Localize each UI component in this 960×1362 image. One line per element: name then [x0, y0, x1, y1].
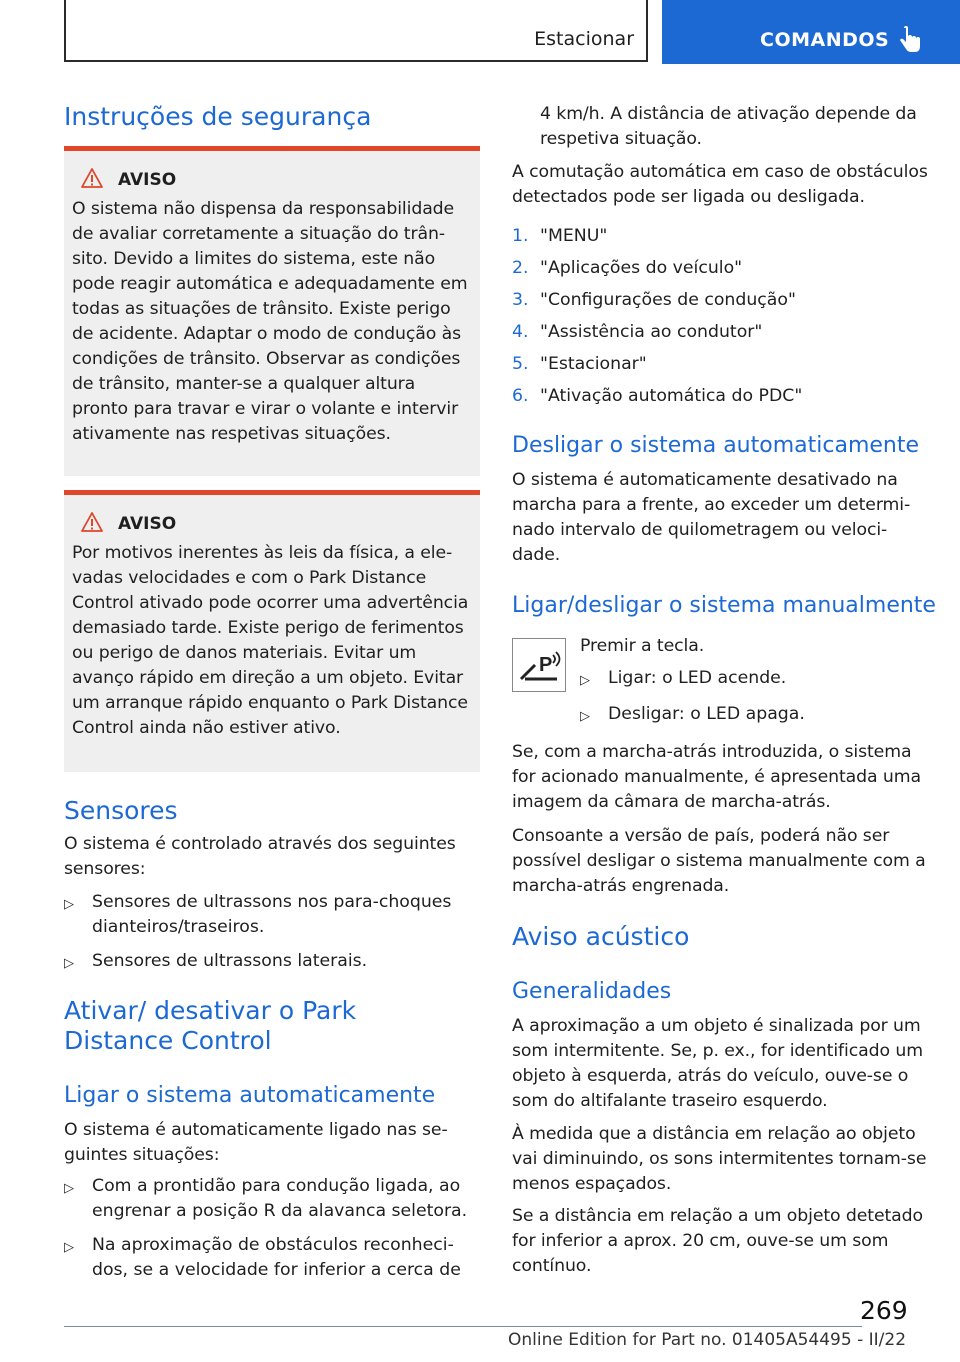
comut-text: A comutação automática em caso de obstáculos detectados pode ser ligada ou desligada. — [512, 162, 928, 207]
general-text: Se a distância em relação a um objeto detetado for inferior a aprox. 20 cm, ouve-se um som contínuo. — [512, 1206, 924, 1276]
auto-off-heading: Desligar o sistema automaticamente — [512, 433, 920, 458]
safety-heading: Instruções de segurança — [64, 102, 372, 131]
auto-on-list — [64, 1174, 480, 1283]
warning-triangle-icon — [80, 167, 104, 189]
warning-box — [64, 146, 480, 476]
list-item: ▷ Desligar: o LED apaga. — [580, 704, 805, 724]
list-item: ▷ Sensores de ultrassons nos para-choques dianteiros/traseiros. — [64, 892, 452, 937]
step-item: 2. "Aplicações do veículo" — [512, 258, 743, 278]
chapter-label: COMANDOS — [760, 29, 890, 51]
auto-on-heading: Ligar o sistema automaticamente — [64, 1083, 436, 1108]
reverse-text: Se, com a marcha-atrás introduzida, o sistema for acionado manualmente, é apresentada uma imagem da câmara de marcha-atrás. — [512, 742, 921, 812]
auto-on-text: O sistema é automaticamente ligado nas seguintes situações: — [64, 1120, 448, 1165]
step-item: 4. "Assistência ao condutor" — [512, 322, 763, 342]
manual-list — [580, 666, 930, 729]
country-text: Consoante a versão de país, poderá não ser possível desligar o sistema manualmente com a marcha-atrás engrenada. — [512, 826, 926, 896]
sensors-heading: Sensores — [64, 796, 178, 825]
auto-off-text: O sistema é automaticamente desativado na marcha para a frente, ao exceder um determinado intervalo de quilometragem ou velocidade. — [512, 470, 911, 565]
warning-title: AVISO — [118, 170, 177, 190]
chapter-tab[interactable] — [662, 0, 960, 64]
manual-heading: Ligar/desligar o sistema manualmente — [512, 593, 936, 618]
list-item: ▷ Sensores de ultrassons laterais. — [64, 951, 368, 971]
menu-steps — [512, 224, 928, 409]
warning-text: Por motivos inerentes às leis da física, a elevadas velocidades e com o Park Distance Control ativado pode ocorrer uma advertência demasiado tarde. Existe perigo de ferimentos ou perigo de danos materiais. Evitar um avanço rápido em direção a um objeto. Evitar um arranque rápido enquanto o Park Distance Control ainda não estiver ativo. — [72, 543, 469, 738]
footer-divider — [64, 1326, 862, 1327]
general-heading: Generalidades — [512, 979, 672, 1004]
warning-triangle-icon — [80, 511, 104, 533]
step-item: 1. "MENU" — [512, 226, 608, 246]
page-number: 269 — [860, 1296, 908, 1325]
sensors-list — [64, 890, 480, 976]
sensors-text: O sistema é controlado através dos seguintes sensores: — [64, 834, 456, 879]
step-item: 6. "Ativação automática do PDC" — [512, 386, 803, 406]
press-button-text: Premir a tecla. — [580, 636, 705, 656]
section-title: Estacionar — [534, 28, 634, 50]
pdc-button-image — [512, 638, 566, 692]
warning-box — [64, 490, 480, 772]
list-item: ▷ Com a prontidão para condução ligada, ao engrenar a posição R da alavanca seletora. — [64, 1176, 468, 1221]
warning-text: O sistema não dispensa da responsabilidade de avaliar corretamente a situação do trânsito. Devido a limites do sistema, este não pode reagir automática e adequadamente em todas as situações de trânsito. Existe perigo de acidente. Adaptar o modo de condução às condições de trânsito. Observar as condições de trânsito, manter-se a qualquer altura pronto para travar e virar o volante e intervir ativamente nas respetivas situações. — [72, 199, 468, 444]
activate-heading: Ativar/ desativar o Park Distance Control — [64, 996, 357, 1055]
list-item: ▷ Na aproximação de obstáculos reconhecidos, se a velocidade for inferior a cerca de — [64, 1235, 461, 1280]
general-text: À medida que a distância em relação ao objeto vai diminuindo, os sons intermitentes tornam-se menos espaçados. — [512, 1124, 927, 1194]
svg-text:P: P — [539, 654, 553, 676]
hand-pointer-icon — [898, 26, 922, 56]
list-item: ▷ Ligar: o LED acende. — [580, 668, 787, 688]
acoustic-heading: Aviso acústico — [512, 922, 690, 951]
continued-text: 4 km/h. A distância de ativação depende da respetiva situação. — [540, 104, 917, 149]
step-item: 3. "Configurações de condução" — [512, 290, 796, 310]
general-text: A aproximação a um objeto é sinalizada por um som intermitente. Se, p. ex., for identificado um objeto à esquerda, atrás do veículo, ouve-se o som do altifalante traseiro esquerdo. — [512, 1016, 923, 1111]
step-item: 5. "Estacionar" — [512, 354, 647, 374]
edition-footer: Online Edition for Part no. 01405A54495 - II/22 — [508, 1330, 907, 1350]
park-distance-icon — [513, 639, 565, 691]
warning-title: AVISO — [118, 514, 177, 534]
